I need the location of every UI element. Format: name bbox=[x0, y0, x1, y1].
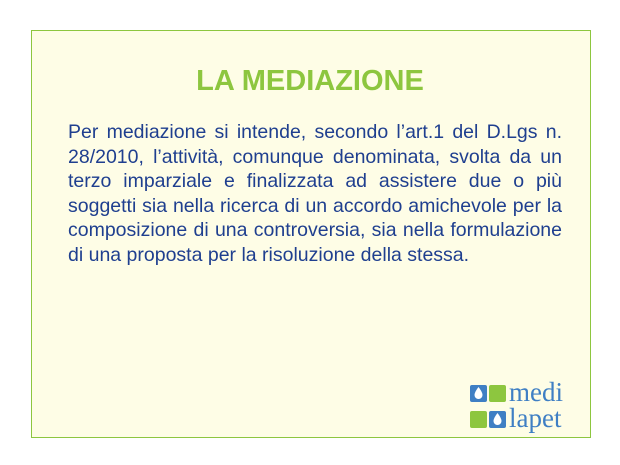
slide-body-text: Per mediazione si intende, secondo l’art.1 del D.Lgs n. 28/2010, l’attività, comunque denominata, svolta da un terzo imparziale e finalizzata ad assistere due o più soggetti sia nella ricerca di un accordo amichevole per la composizione di una controversia, sia nella formulazione di una proposta per la risoluzione della stessa. bbox=[68, 121, 562, 266]
logo-green-square bbox=[470, 411, 487, 428]
logo-word-medi: medi bbox=[509, 377, 563, 407]
medilapet-logo bbox=[464, 377, 588, 433]
slide-title: LA MEDIAZIONE bbox=[196, 65, 424, 97]
logo-word-lapet: lapet bbox=[509, 403, 562, 433]
logo-row-bottom bbox=[464, 403, 588, 433]
logo-blue-square bbox=[470, 385, 487, 402]
logo-blue-square bbox=[489, 411, 506, 428]
logo-green-square bbox=[489, 385, 506, 402]
drop-icon bbox=[474, 387, 483, 399]
drop-icon bbox=[493, 413, 502, 425]
